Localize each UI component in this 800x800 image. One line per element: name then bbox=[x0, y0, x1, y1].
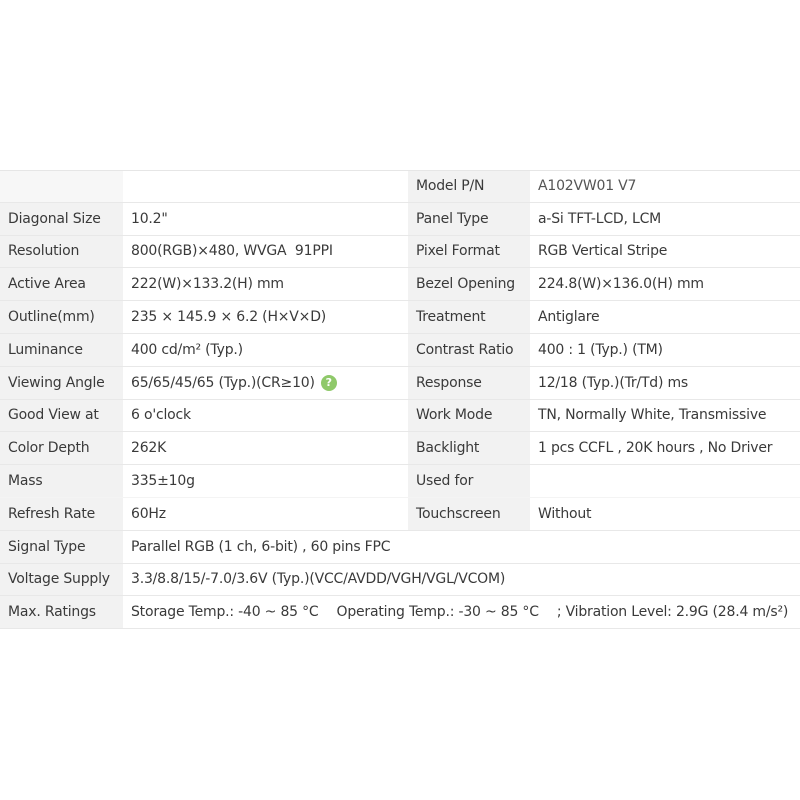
row-label: Refresh Rate bbox=[0, 498, 123, 530]
row-label-right: Contrast Ratio bbox=[408, 334, 530, 366]
row-value-right: A102VW01 V7 bbox=[538, 178, 637, 195]
table-row-max-ratings bbox=[0, 596, 800, 629]
row-label-right: Bezel Opening bbox=[408, 268, 530, 300]
row-label: Voltage Supply bbox=[0, 564, 123, 596]
table-row-signal-type bbox=[0, 531, 800, 564]
row-label-right: Treatment bbox=[408, 301, 530, 333]
table-row bbox=[0, 334, 800, 367]
table-row bbox=[0, 400, 800, 433]
table-row bbox=[0, 432, 800, 465]
spec-table bbox=[0, 170, 800, 629]
row-label: Resolution bbox=[0, 236, 123, 268]
row-label: Color Depth bbox=[0, 432, 123, 464]
row-value-right: 1 pcs CCFL , 20K hours , No Driver bbox=[538, 440, 773, 457]
row-value-right: RGB Vertical Stripe bbox=[538, 243, 668, 260]
row-label-right: Touchscreen bbox=[408, 498, 530, 530]
row-label: Active Area bbox=[0, 268, 123, 300]
row-value: 60Hz bbox=[131, 505, 166, 522]
row-value: 335±10g bbox=[131, 473, 195, 490]
row-value: 400 cd/m² (Typ.) bbox=[131, 341, 243, 358]
row-value-right: Without bbox=[538, 505, 592, 522]
row-value: Parallel RGB (1 ch, 6-bit) , 60 pins FPC bbox=[131, 538, 391, 555]
row-label: Mass bbox=[0, 465, 123, 497]
row-value-right: Antiglare bbox=[538, 309, 600, 326]
table-row-model bbox=[0, 170, 800, 203]
row-label-right: Used for bbox=[408, 465, 530, 497]
row-label-right: Response bbox=[408, 367, 530, 399]
row-value bbox=[123, 367, 408, 399]
row-label: Good View at bbox=[0, 400, 123, 432]
row-value-right: 12/18 (Typ.)(Tr/Td) ms bbox=[538, 374, 689, 391]
vibration-level: ; Vibration Level: 2.9G (28.4 m/s²) bbox=[556, 604, 789, 621]
row-value bbox=[123, 596, 800, 628]
row-label-right: Backlight bbox=[408, 432, 530, 464]
row-value-right: a-Si TFT-LCD, LCM bbox=[538, 210, 662, 227]
row-label: Luminance bbox=[0, 334, 123, 366]
table-row bbox=[0, 367, 800, 400]
row-value: 10.2" bbox=[131, 210, 168, 227]
table-row bbox=[0, 301, 800, 334]
question-icon[interactable]: ? bbox=[321, 375, 337, 391]
viewing-angle-value: 65/65/45/65 (Typ.)(CR≥10) bbox=[131, 374, 315, 391]
table-row bbox=[0, 203, 800, 236]
row-label-right: Model P/N bbox=[408, 171, 530, 202]
row-value: 262K bbox=[131, 440, 167, 457]
table-row bbox=[0, 268, 800, 301]
row-label: Diagonal Size bbox=[0, 203, 123, 235]
row-value: 222(W)×133.2(H) mm bbox=[131, 276, 284, 293]
row-value-right bbox=[530, 465, 800, 497]
row-value bbox=[123, 171, 408, 202]
table-row bbox=[0, 465, 800, 498]
row-label-right: Panel Type bbox=[408, 203, 530, 235]
operating-temp: Operating Temp.: -30 ~ 85 °C bbox=[336, 604, 539, 621]
row-value: 235 × 145.9 × 6.2 (H×V×D) bbox=[131, 309, 327, 326]
row-value-right: 224.8(W)×136.0(H) mm bbox=[538, 276, 704, 293]
row-label bbox=[0, 171, 123, 202]
row-label: Max. Ratings bbox=[0, 596, 123, 628]
row-label: Signal Type bbox=[0, 531, 123, 563]
table-row bbox=[0, 498, 800, 531]
row-value: 3.3/8.8/15/-7.0/3.6V (Typ.)(VCC/AVDD/VGH/VGL/VCOM) bbox=[131, 571, 506, 588]
row-label: Viewing Angle bbox=[0, 367, 123, 399]
row-label: Outline(mm) bbox=[0, 301, 123, 333]
row-label-right: Work Mode bbox=[408, 400, 530, 432]
row-value-right: 400 : 1 (Typ.) (TM) bbox=[538, 341, 663, 358]
table-row bbox=[0, 236, 800, 269]
row-value: 6 o'clock bbox=[131, 407, 191, 424]
row-value-right: TN, Normally White, Transmissive bbox=[538, 407, 767, 424]
row-label-right: Pixel Format bbox=[408, 236, 530, 268]
storage-temp: Storage Temp.: -40 ~ 85 °C bbox=[131, 604, 319, 621]
table-row-voltage-supply bbox=[0, 564, 800, 597]
row-value: 800(RGB)×480, WVGA 91PPI bbox=[131, 243, 333, 260]
